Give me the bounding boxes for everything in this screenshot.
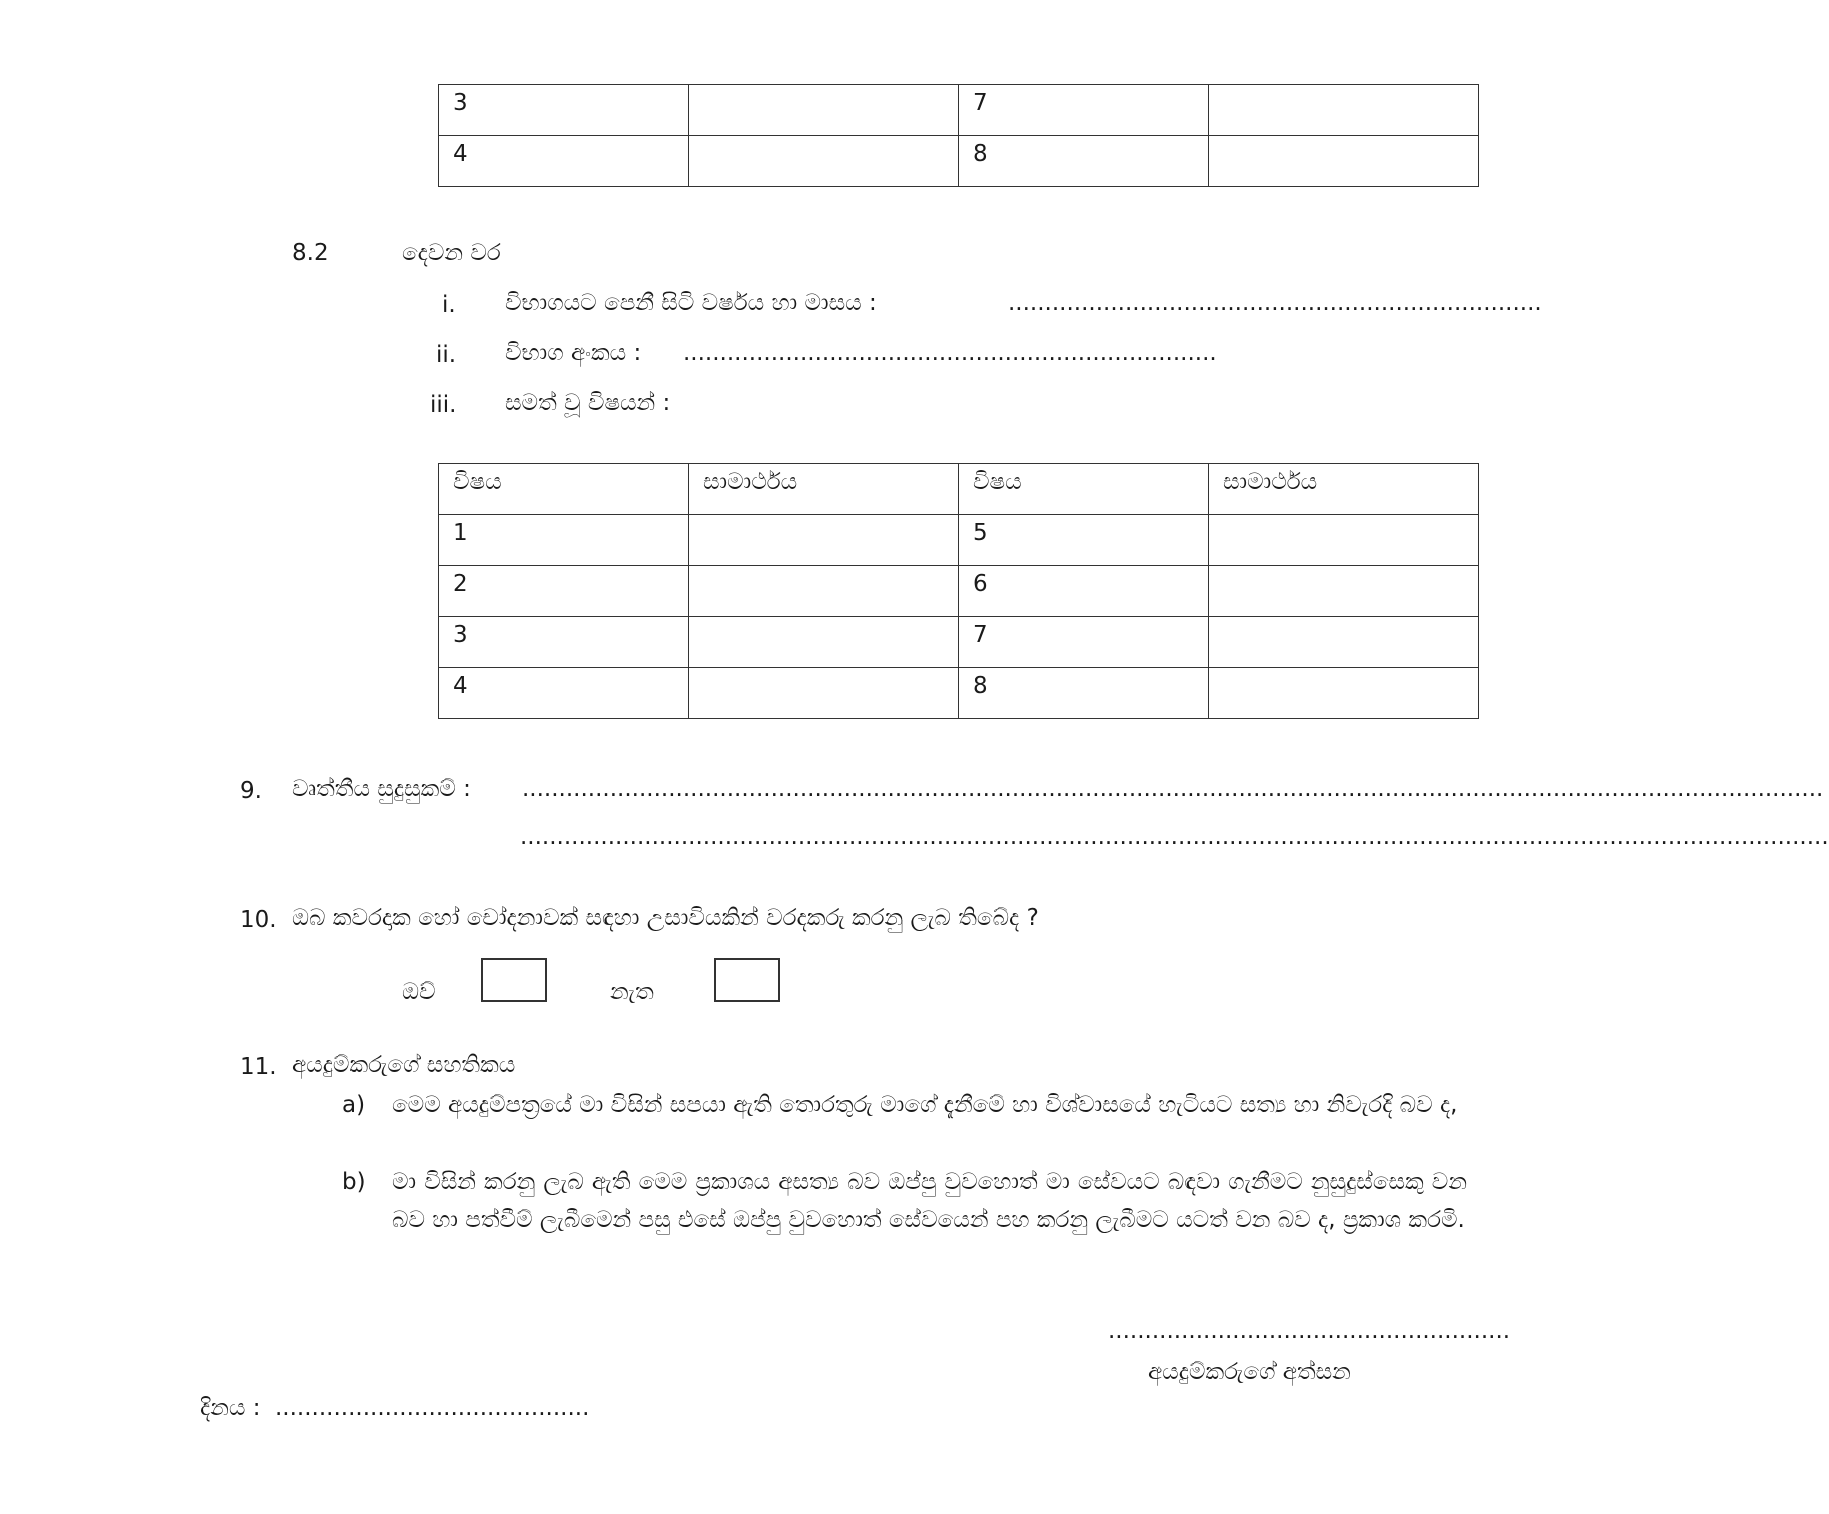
grade-cell[interactable] [1209, 668, 1479, 719]
exam-index-field[interactable]: ......................................................................... [683, 340, 1217, 366]
subject-number-cell: 3 [439, 617, 689, 668]
column-header-grade: සාමාර්ථය [1209, 464, 1479, 515]
grade-cell[interactable] [689, 136, 959, 187]
exam-year-month-field[interactable]: ......................................................................... [1008, 290, 1542, 316]
table-row [439, 668, 1479, 719]
section-number: 8.2 [292, 240, 329, 266]
column-header-subject: විෂය [439, 464, 689, 515]
subject-number-cell: 8 [959, 136, 1209, 187]
exam-index-label: විභාග අංකය : [505, 340, 642, 366]
section-title: දෙවන වර [402, 240, 501, 266]
subject-number-cell: 6 [959, 566, 1209, 617]
column-header-subject: විෂය [959, 464, 1209, 515]
signature-field[interactable]: ....................................................... [1108, 1318, 1511, 1344]
subject-number-cell: 7 [959, 617, 1209, 668]
clause-marker: b) [342, 1169, 366, 1195]
column-header-grade: සාමාර්ථය [689, 464, 959, 515]
grade-cell[interactable] [689, 668, 959, 719]
grade-cell[interactable] [1209, 617, 1479, 668]
conviction-question: ඔබ කවරදාක හෝ චෝදනාවක් සඳහා උසාවියකින් වරදකරු කරනු ලැබ තිබේද ? [292, 905, 1039, 931]
declaration-clause-a: මෙම අයදුම්පත්‍රයේ මා විසින් සපයා ඇති තොරතුරු මාගේ දැනීමේ හා විශ්වාසයේ හැටියට සත්‍ය හා නිවැරදි බව ද, [392, 1092, 1458, 1118]
grade-cell[interactable] [1209, 136, 1479, 187]
passed-subjects-label: සමත් වූ විෂයන් : [505, 390, 671, 416]
subject-number-cell: 2 [439, 566, 689, 617]
yes-label: ඔව් [402, 979, 436, 1005]
yes-checkbox[interactable] [481, 958, 547, 1002]
subject-number-cell: 5 [959, 515, 1209, 566]
subject-number-cell: 3 [439, 85, 689, 136]
item-marker: ii. [436, 342, 457, 368]
subject-number-cell: 4 [439, 136, 689, 187]
question-number: 10. [240, 907, 277, 933]
table-header-row [439, 464, 1479, 515]
professional-qualifications-field-line1[interactable]: .................................................................................................................................................................................. [522, 776, 1824, 802]
grade-cell[interactable] [1209, 566, 1479, 617]
applicant-certificate-title: අයදුම්කරුගේ සහතිකය [292, 1052, 516, 1078]
table-row [439, 515, 1479, 566]
table-row [439, 566, 1479, 617]
subject-number-cell: 4 [439, 668, 689, 719]
subject-number-cell: 7 [959, 85, 1209, 136]
question-number: 9. [240, 778, 262, 804]
subject-number-cell: 8 [959, 668, 1209, 719]
grade-cell[interactable] [1209, 85, 1479, 136]
item-marker: i. [442, 292, 456, 318]
question-number: 11. [240, 1054, 277, 1080]
grade-cell[interactable] [689, 515, 959, 566]
professional-qualifications-label: වෘත්තීය සුදුසුකම් : [292, 776, 471, 802]
table-row [439, 136, 1479, 187]
table-row [439, 617, 1479, 668]
grade-cell[interactable] [689, 566, 959, 617]
no-checkbox[interactable] [714, 958, 780, 1002]
date-field[interactable]: ........................................... [275, 1395, 590, 1421]
item-marker: iii. [430, 392, 457, 418]
declaration-clause-b: මා විසින් කරනු ලැබ ඇති මෙම ප්‍රකාශය අසත්‍ය බව ඔප්පු වුවහොත් මා සේවයට බඳවා ගැනීමට නුසුදුස්සෙකු වන බව හා පත්වීම් ලැබීමෙන් පසු එසේ ඔප්පු වුවහොත් සේවයෙන් පහ කරනු ලැබීමට යටත් වන බව ද, ප්‍රකාශ කරමි. [392, 1169, 1467, 1233]
subjects-table-first-attempt-continued [438, 84, 1479, 187]
exam-year-month-label: විභාගයට පෙනී සිටි වර්ෂය හා මාසය : [505, 290, 877, 316]
grade-cell[interactable] [689, 85, 959, 136]
grade-cell[interactable] [689, 617, 959, 668]
clause-marker: a) [342, 1092, 366, 1118]
no-label: නැත [610, 979, 654, 1005]
date-label: දිනය : [200, 1395, 261, 1421]
grade-cell[interactable] [1209, 515, 1479, 566]
table-row [439, 85, 1479, 136]
signature-label: අයදුම්කරුගේ අත්සන [1148, 1359, 1351, 1385]
professional-qualifications-field-line2[interactable]: ................................................................................................................................................................................... [520, 824, 1829, 850]
subject-number-cell: 1 [439, 515, 689, 566]
subjects-table-second-attempt [438, 463, 1479, 719]
